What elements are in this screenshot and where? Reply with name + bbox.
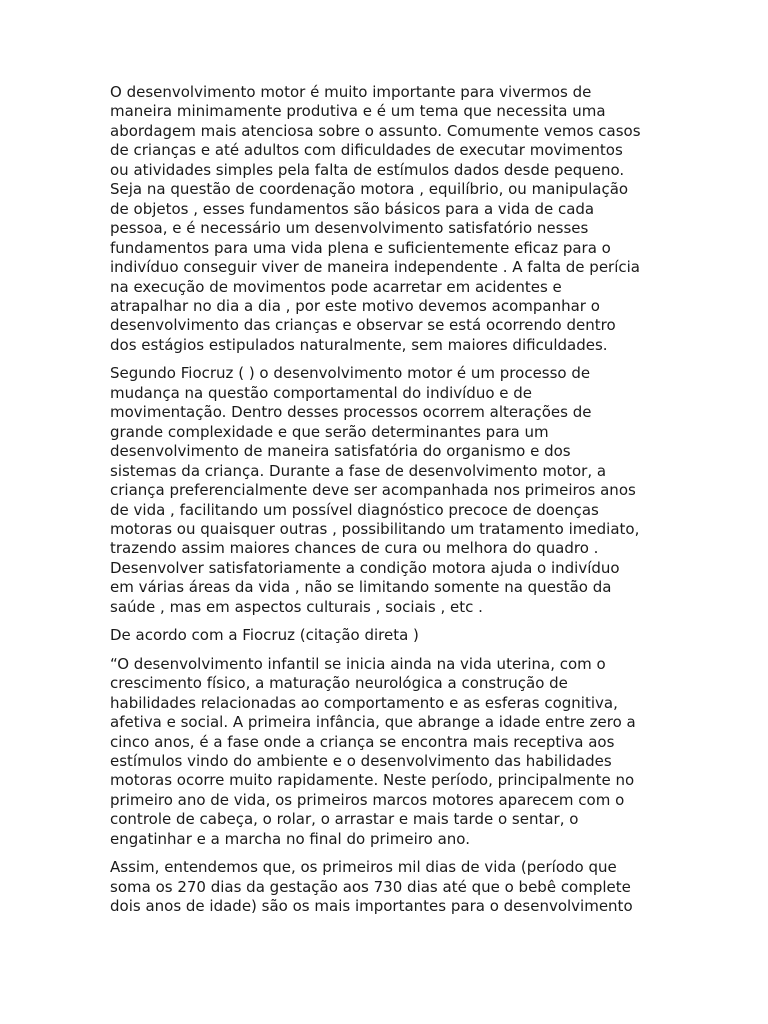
paragraph-intro: O desenvolvimento motor é muito importante para vivermos de maneira minimamente produtiva e é um tema que necessita uma abordagem mais atenciosa sobre o assunto. Comumente vemos casos de crianças e até adultos com dificuldades de executar movimentos ou atividades simples pela falta de estímulos dados desde pequeno. Seja na questão de coordenação motora , equilíbrio, ou manipulação de objetos , esses fundamentos são básicos para a vida de cada pessoa, e é necessário um desenvolvimento satisfatório nesses fundamentos para uma vida plena e suficientemente eficaz para o indivíduo conseguir viver de maneira independente . A falta de perícia na execução de movimentos pode acarretar em acidentes e atrapalhar no dia a dia , por este motivo devemos acompanhar o desenvolvimento das crianças e observar se está ocorrendo dentro dos estágios estipulados naturalmente, sem maiores dificuldades. [110,83,641,354]
paragraph-conclusion: Assim, entendemos que, os primeiros mil dias de vida (período que soma os 270 dias da gestação aos 730 dias até que o bebê complete dois anos de idade) são os mais importantes para o desenvolvimento [110,858,633,916]
paragraph-fiocruz-summary: Segundo Fiocruz ( ) o desenvolvimento motor é um processo de mudança na questão comportamental do indivíduo e de movimentação. Dentro desses processos ocorrem alterações de grande complexidade e que serão determinantes para um desenvolvimento de maneira satisfatória do organismo e dos sistemas da criança. Durante a fase de desenvolvimento motor, a criança preferencialmente deve ser acompanhada nos primeiros anos de vida , facilitando um possível diagnóstico precoce de doenças motoras ou quaisquer outras , possibilitando um tratamento imediato, trazendo assim maiores chances de cura ou melhora do quadro . Desenvolver satisfatoriamente a condição motora ajuda o indivíduo em várias áreas da vida , não se limitando somente na questão da saúde , mas em aspectos culturais , sociais , etc . [110,364,640,616]
paragraph-citation-intro: De acordo com a Fiocruz (citação direta ) [110,626,419,645]
paragraph-direct-quote: “O desenvolvimento infantil se inicia ainda na vida uterina, com o crescimento físico, a maturação neurológica a construção de habilidades relacionadas ao comportamento e as esferas cognitiva, afetiva e social. A primeira infância, que abrange a idade entre zero a cinco anos, é a fase onde a criança se encontra mais receptiva aos estímulos vindo do ambiente e o desenvolvimento das habilidades motoras ocorre muito rapidamente. Neste período, principalmente no primeiro ano de vida, os primeiros marcos motores aparecem com o controle de cabeça, o rolar, o arrastar e mais tarde o sentar, o engatinhar e a marcha no final do primeiro ano. [110,654,636,848]
document-body [110,83,660,926]
